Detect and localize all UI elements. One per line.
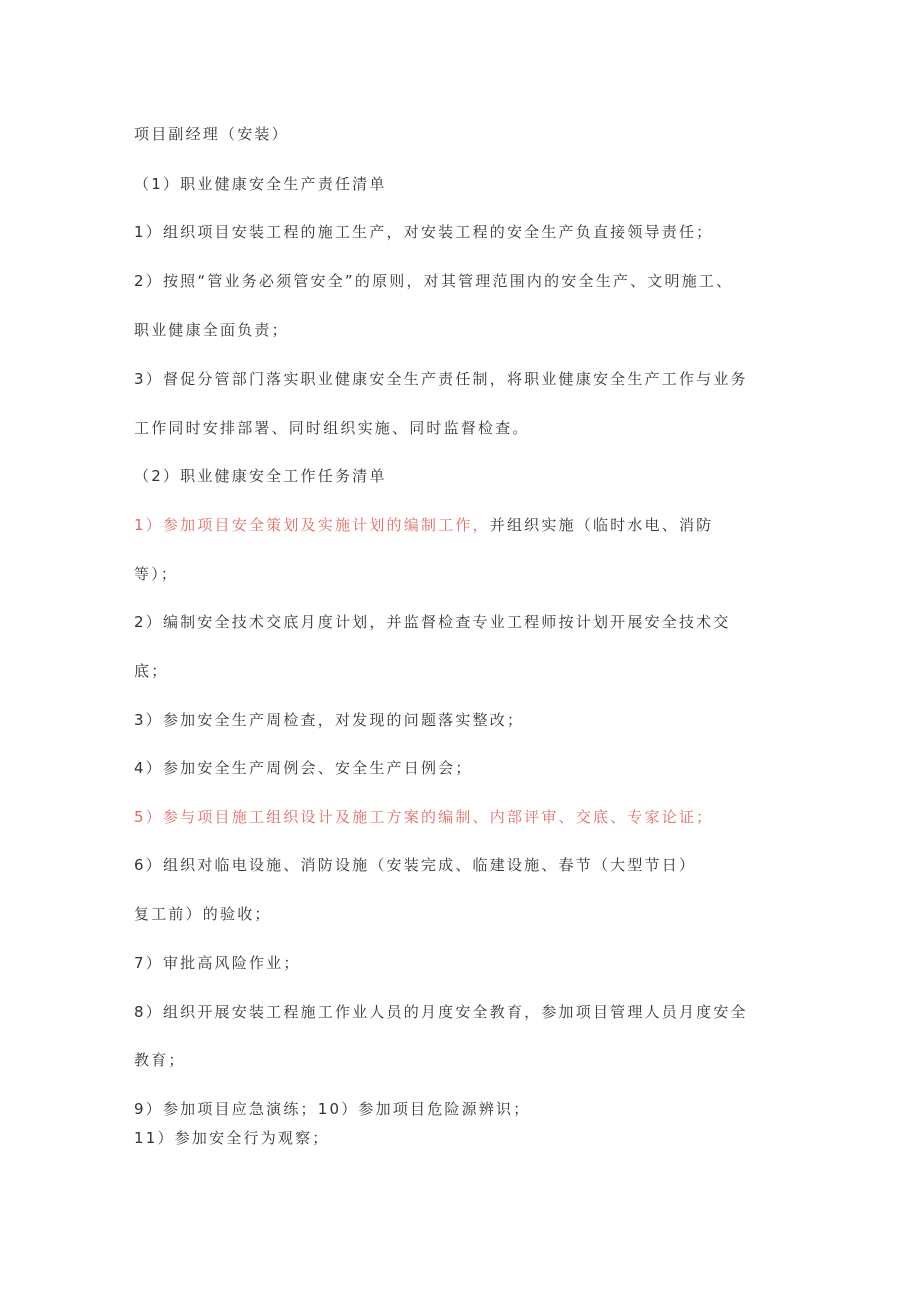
section-2-item-7: 7）审批高风险作业； bbox=[134, 954, 301, 972]
section-2-item-6-line-2: 复工前）的验收； bbox=[134, 905, 272, 923]
section-1-item-2-line-1: 2）按照“管业务必须管安全”的原则，对其管理范围内的安全生产、文明施工、 bbox=[134, 272, 734, 290]
section-1-heading: （1）职业健康安全生产责任清单 bbox=[134, 175, 387, 193]
normal-text: 并组织实施（临时水电、消防 bbox=[489, 516, 714, 534]
section-2-item-2-line-1: 2）编制安全技术交底月度计划，并监督检查专业工程师按计划开展安全技术交 bbox=[134, 613, 731, 631]
section-2-item-9-10: 9）参加项目应急演练；10）参加项目危险源辨识； bbox=[134, 1100, 531, 1118]
section-2-item-11: 11）参加安全行为观察； bbox=[134, 1129, 330, 1147]
section-2-item-5: 5）参与项目施工组织设计及施工方案的编制、内部评审、交底、专家论证； bbox=[134, 808, 714, 826]
section-2-item-3: 3）参加安全生产周检查，对发现的问题落实整改； bbox=[134, 711, 525, 729]
section-2-heading: （2）职业健康安全工作任务清单 bbox=[134, 467, 387, 485]
section-2-item-1-line-1 bbox=[134, 515, 713, 535]
document-title: 项目副经理（安装） bbox=[134, 125, 289, 143]
section-2-item-2-line-2: 底； bbox=[134, 662, 169, 680]
section-2-item-8-line-2: 教育； bbox=[134, 1051, 186, 1069]
highlighted-text: 1）参加项目安全策划及实施计划的编制工作， bbox=[134, 516, 490, 534]
section-1-item-3-line-2: 工作同时安排部署、同时组织实施、同时监督检查。 bbox=[134, 419, 530, 437]
section-2-item-1-line-2: 等）； bbox=[134, 565, 179, 583]
section-1-item-2-line-2: 职业健康全面负责； bbox=[134, 321, 289, 339]
section-2-item-8-line-1: 8）组织开展安装工程施工作业人员的月度安全教育，参加项目管理人员月度安全 bbox=[134, 1003, 748, 1021]
section-2-item-4: 4）参加安全生产周例会、安全生产日例会； bbox=[134, 759, 473, 777]
section-1-item-3-line-1: 3）督促分管部门落实职业健康安全生产责任制，将职业健康安全生产工作与业务 bbox=[134, 370, 748, 388]
section-1-item-1: 1）组织项目安装工程的施工生产，对安装工程的安全生产负直接领导责任； bbox=[134, 223, 714, 241]
section-2-item-6-line-1: 6）组织对临电设施、消防设施（安装完成、临建设施、春节（大型节日） bbox=[134, 856, 697, 874]
